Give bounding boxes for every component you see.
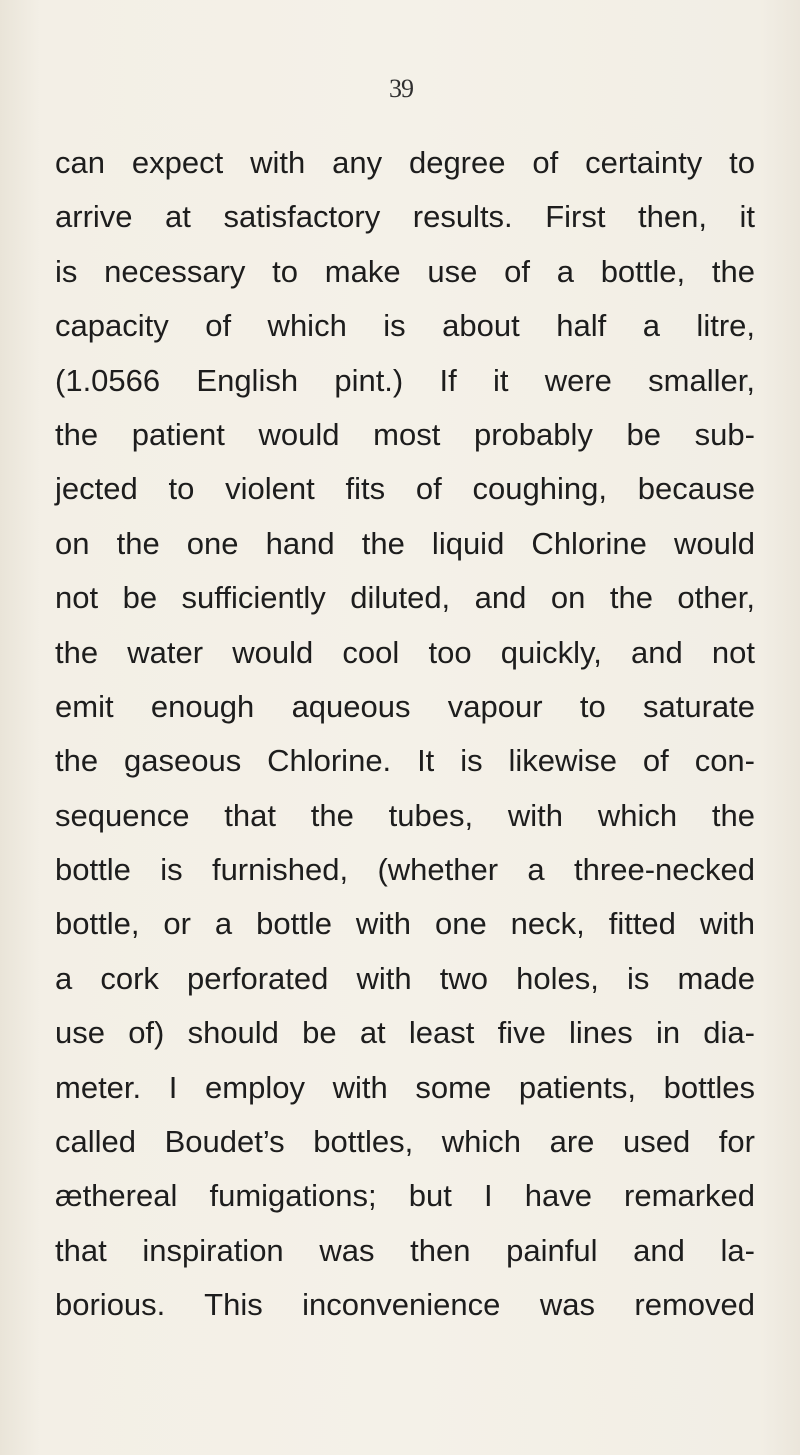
text-line: æthereal fumigations; but I have remarked <box>55 1178 755 1214</box>
text-line: sequence that the tubes, with which the <box>55 797 755 833</box>
page-number: 39 <box>389 74 413 103</box>
text-line: emit enough aqueous vapour to saturate <box>55 688 755 724</box>
text-line: can expect with any degree of certainty to <box>55 145 755 180</box>
text-line: the water would cool too quickly, and not <box>55 634 755 670</box>
text-line: meter. I employ with some patients, bottles <box>55 1069 755 1105</box>
text-line: not be sufficiently diluted, and on the other, <box>55 580 755 616</box>
text-line: borious. This inconvenience was removed <box>55 1287 755 1323</box>
text-line: on the one hand the liquid Chlorine would <box>55 525 755 561</box>
body-text <box>55 136 755 1333</box>
text-line: that inspiration was then painful and la- <box>55 1232 755 1268</box>
text-line: the gaseous Chlorine. It is likewise of con- <box>55 743 755 779</box>
text-line: is necessary to make use of a bottle, the <box>55 253 755 289</box>
text-line: called Boudet’s bottles, which are used for <box>55 1124 755 1160</box>
text-line: bottle is furnished, (whether a three-necked <box>55 852 755 888</box>
text-line: bottle, or a bottle with one neck, fitted with <box>55 906 755 942</box>
text-line: the patient would most probably be sub- <box>55 416 755 452</box>
text-line: capacity of which is about half a litre, <box>55 308 755 344</box>
text-line: jected to violent fits of coughing, because <box>55 471 755 507</box>
text-line: use of) should be at least five lines in dia- <box>55 1015 755 1051</box>
text-line: a cork perforated with two holes, is made <box>55 960 755 996</box>
text-line: (1.0566 English pint.) If it were smaller, <box>55 362 755 398</box>
text-line: arrive at satisfactory results. First then, it <box>55 199 755 235</box>
